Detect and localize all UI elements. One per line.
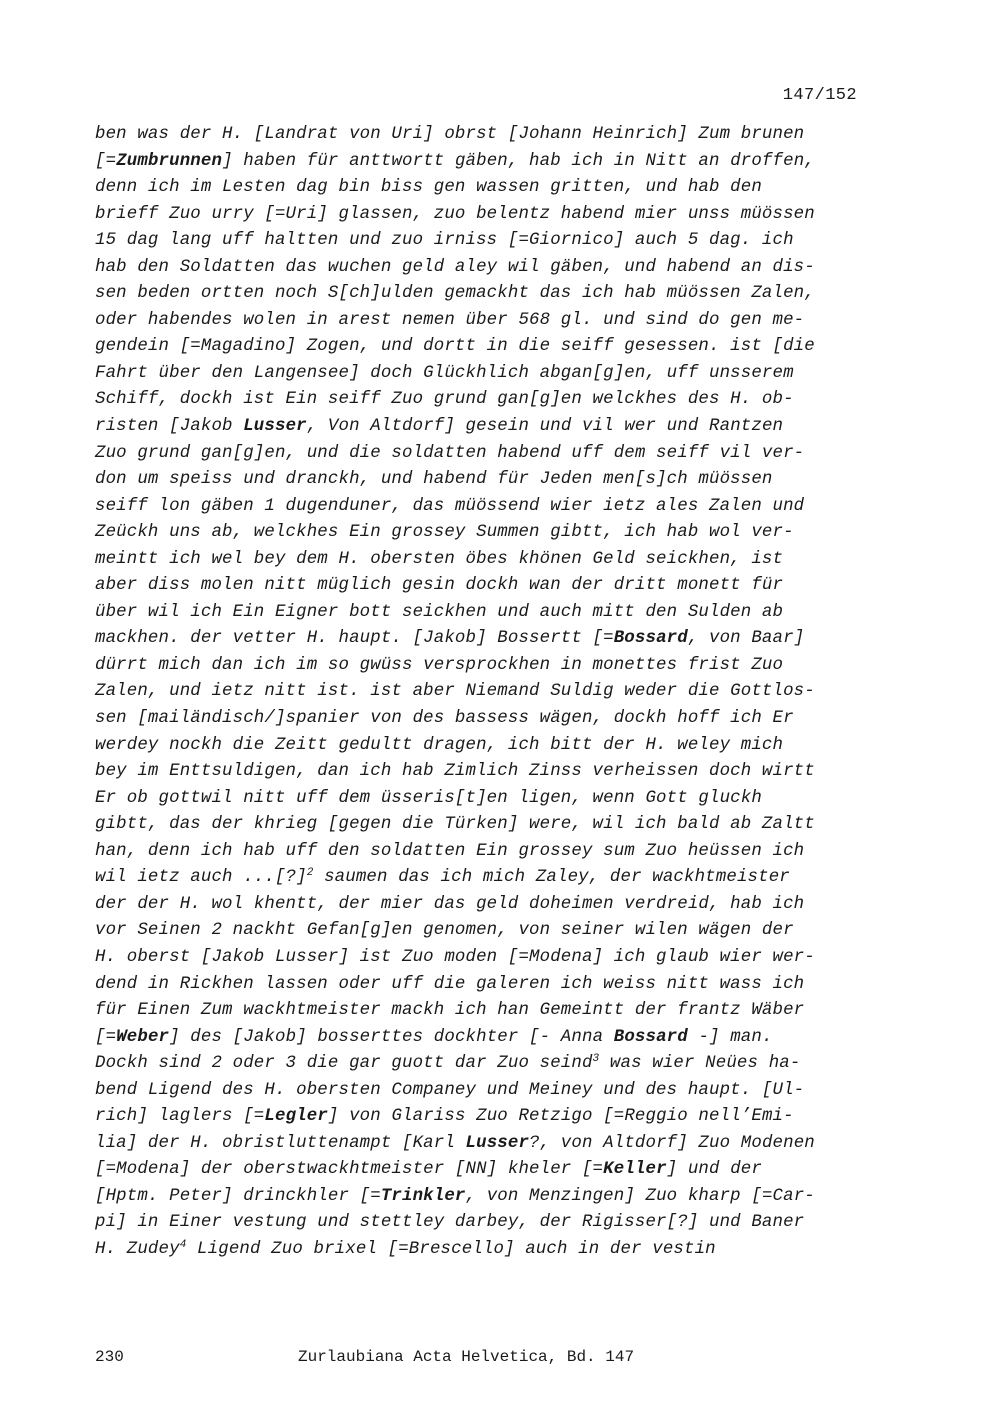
page-range: 147/152	[782, 86, 857, 105]
text-segment: rich] laglers [=	[95, 1107, 265, 1127]
text-line	[95, 679, 865, 706]
text-segment: seiff lon gäben 1 dugenduner, das müössend wier ietz ales Zalen und	[95, 496, 805, 516]
text-segment: hab den Soldatten das wuchen geld aley wil gäben, und habend an dis-	[95, 257, 815, 277]
text-segment: [=Modena] der oberstwackhtmeister [NN] kheler [=	[95, 1160, 604, 1180]
text-segment: werdey nockh die Zeitt gedultt dragen, ich bitt der H. weley mich	[95, 735, 784, 755]
footnote-ref: 2	[306, 867, 314, 880]
text-line	[95, 1078, 865, 1105]
text-segment: , von Baar]	[687, 629, 805, 649]
text-line	[95, 1025, 865, 1052]
text-segment: ] und der	[666, 1160, 762, 1180]
text-segment: sen [mailändisch/]spanier von des bassess wägen, dockh hoff ich Er	[95, 709, 794, 729]
text-line	[95, 122, 865, 149]
text-segment: saumen das ich mich Zaley, der wackhtmeister	[313, 868, 790, 888]
text-segment: Ligend Zuo brixel [=Brescello] auch in der vestin	[186, 1239, 716, 1259]
text-segment: pi] in Einer vestung und stettley darbey, der Rigisser[?] und Baner	[95, 1213, 805, 1233]
text-segment: der der H. wol khentt, der mier das geld doheimen verdreid, hab ich	[95, 894, 805, 914]
text-line	[95, 786, 865, 813]
text-segment: dend in Rickhen lassen oder uff die galeren ich weiss nitt wass ich	[95, 974, 805, 994]
text-segment: brieff Zuo urry [=Uri] glassen, zuo belentz habend mier unss müössen	[95, 204, 815, 224]
text-segment: ben was der H. [Landrat von Uri] obrst [Johann Heinrich] Zum brunen	[95, 125, 805, 144]
text-segment: [=	[95, 1027, 117, 1047]
text-line	[95, 361, 865, 388]
text-segment: han, denn ich hab uff den soldatten Ein grossey sum Zuo heüssen ich	[95, 841, 805, 861]
bold-name: Lusser	[465, 1133, 530, 1153]
text-segment: Zeückh uns ab, welckhes Ein grossey Summen gibtt, ich hab wol ver-	[95, 523, 794, 543]
text-segment: [Hptm. Peter] drinckhler [=	[95, 1186, 381, 1206]
text-line	[95, 1237, 865, 1264]
text-segment: dürrt mich dan ich im so gwüss versprockhen in monettes frist Zuo	[95, 655, 784, 675]
text-segment: risten [Jakob	[95, 417, 244, 437]
text-line	[95, 918, 865, 945]
text-line	[95, 1051, 865, 1078]
text-segment: H. oberst [Jakob Lusser] ist Zuo moden [=Modena] ich glaub wier wer-	[95, 947, 815, 967]
bold-name: Keller	[603, 1160, 667, 1180]
page-number: 230	[95, 1348, 124, 1366]
text-line	[95, 892, 865, 919]
text-segment: Dockh sind 2 oder 3 die gar guott dar Zuo seind	[95, 1054, 593, 1074]
bold-name: Bossard	[613, 1027, 688, 1047]
text-segment: bey im Enttsuldigen, dan ich hab Zimlich Zinss verheissen doch wirtt	[95, 762, 815, 782]
text-segment: ?, von Altdorf] Zuo Modenen	[529, 1133, 815, 1153]
text-line	[95, 308, 865, 335]
text-line	[95, 281, 865, 308]
text-segment: oder habendes wolen in arest nemen über 568 gl. und sind do gen me-	[95, 310, 805, 330]
footnote-ref: 3	[592, 1053, 600, 1066]
text-segment: Schiff, dockh ist Ein seiff Zuo grund gan[g]en welckhes des H. ob-	[95, 390, 794, 410]
text-line	[95, 600, 865, 627]
bold-name: Zumbrunnen	[116, 151, 223, 171]
text-segment: H. Zudey	[95, 1239, 180, 1259]
text-segment: gibtt, das der khrieg [gegen die Türken] were, wil ich bald ab Zaltt	[95, 815, 815, 835]
text-line	[95, 1157, 865, 1184]
transcription-body	[95, 122, 865, 1264]
text-segment: denn ich im Lesten dag bin biss gen wassen gritten, und hab den	[95, 178, 762, 198]
text-line	[95, 759, 865, 786]
text-line	[95, 626, 865, 653]
text-line	[95, 706, 865, 733]
text-line	[95, 228, 865, 255]
footnote-ref: 4	[179, 1238, 187, 1251]
text-line	[95, 733, 865, 760]
text-segment: lia] der H. obristluttenampt [Karl	[95, 1133, 466, 1153]
bold-name: Legler	[264, 1107, 328, 1127]
text-line	[95, 255, 865, 282]
text-line	[95, 653, 865, 680]
text-line	[95, 547, 865, 574]
text-segment: bend Ligend des H. obersten Companey und Meiney und des haupt. [Ul-	[95, 1080, 805, 1100]
text-line	[95, 865, 865, 892]
text-line	[95, 573, 865, 600]
text-line	[95, 467, 865, 494]
text-segment: Zuo grund gan[g]en, und die soldatten habend uff dem seiff vil ver-	[95, 443, 805, 463]
text-segment: gendein [=Magadino] Zogen, und dortt in die seiff gesessen. ist [die	[95, 337, 815, 357]
text-segment: vor Seinen 2 nackht Gefan[g]en genomen, von seiner wilen wägen der	[95, 921, 794, 941]
text-segment: [=	[95, 151, 117, 171]
text-line	[95, 945, 865, 972]
text-segment: ] des [Jakob] bosserttes dockhter [- Anna	[169, 1027, 614, 1047]
text-line	[95, 149, 865, 176]
journal-title: Zurlaubiana Acta Helvetica, Bd. 147	[298, 1348, 635, 1366]
bold-name: Weber	[116, 1027, 170, 1047]
text-segment: don um speiss und dranckh, und habend für Jeden men[s]ch müössen	[95, 470, 773, 490]
text-segment: 15 dag lang uff haltten und zuo irniss [=Giornico] auch 5 dag. ich	[95, 231, 794, 251]
text-line	[95, 494, 865, 521]
text-segment: meintt ich wel bey dem H. obersten öbes khönen Geld seickhen, ist	[95, 549, 784, 569]
text-line	[95, 1210, 865, 1237]
text-segment: wil ietz auch ...[?]	[95, 868, 307, 888]
text-segment: Zalen, und ietz nitt ist. ist aber Niemand Suldig weder die Gottlos-	[95, 682, 815, 702]
text-line	[95, 520, 865, 547]
text-segment: ] haben für anttwortt gäben, hab ich in Nitt an droffen,	[222, 151, 815, 171]
text-segment: mackhen. der vetter H. haupt. [Jakob] Bossertt [=	[95, 629, 614, 649]
text-line	[95, 334, 865, 361]
bold-name: Bossard	[613, 629, 688, 649]
text-line	[95, 387, 865, 414]
text-segment: , von Menzingen] Zuo kharp [=Car-	[465, 1186, 815, 1206]
text-segment: was wier Neües ha-	[599, 1054, 801, 1074]
text-line	[95, 1184, 865, 1211]
text-line	[95, 414, 865, 441]
text-segment: über wil ich Ein Eigner bott seickhen und auch mitt den Sulden ab	[95, 602, 784, 622]
text-line	[95, 441, 865, 468]
text-line	[95, 175, 865, 202]
text-line	[95, 839, 865, 866]
text-segment: Fahrt über den Langensee] doch Glückhlich abgan[g]en, uff unsserem	[95, 363, 794, 383]
text-line	[95, 972, 865, 999]
text-segment: ] von Glariss Zuo Retzigo [=Reggio nell’Emi-	[327, 1107, 794, 1127]
text-segment: Er ob gottwil nitt uff dem üsseris[t]en ligen, wenn Gott gluckh	[95, 788, 762, 808]
text-segment: sen beden ortten noch S[ch]ulden gemackht das ich hab müössen Zalen,	[95, 284, 815, 304]
text-line	[95, 202, 865, 229]
bold-name: Lusser	[243, 417, 307, 437]
text-segment: , Von Altdorf] gesein und vil wer und Rantzen	[306, 417, 784, 437]
text-segment: -] man.	[687, 1027, 773, 1047]
text-line	[95, 812, 865, 839]
text-line	[95, 998, 865, 1025]
text-segment: aber diss molen nitt müglich gesin dockh wan der dritt monett für	[95, 576, 784, 596]
bold-name: Trinkler	[380, 1186, 466, 1206]
text-line	[95, 1131, 865, 1158]
text-line	[95, 1104, 865, 1131]
text-segment: für Einen Zum wackhtmeister mackh ich han Gemeintt der frantz Wäber	[95, 1001, 805, 1021]
